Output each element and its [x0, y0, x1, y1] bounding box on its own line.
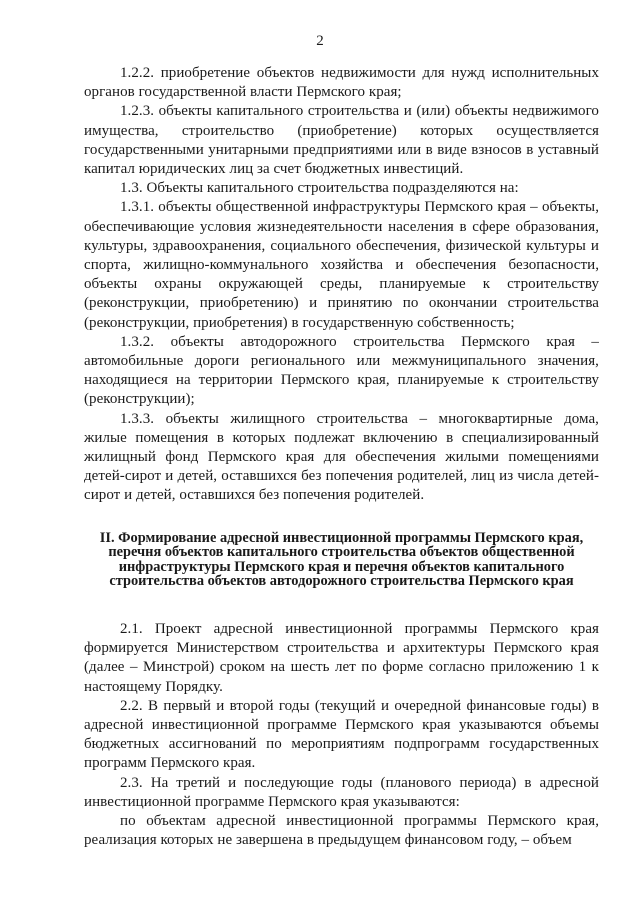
paragraph-2-3-item: по объектам адресной инвестиционной программы Пермского края, реализация которых не завершена в предыдущем финансовом году, – объем	[84, 813, 599, 849]
page-number: 2	[316, 33, 324, 49]
section-heading-line: строительства объектов автодорожного строительства Пермского края	[109, 573, 574, 590]
paragraph-2-1: 2.1. Проект адресной инвестиционной программы Пермского края формируется Министерством строительства и архитектуры Пермского края (далее – Минстрой) сроком на шесть лет по форме согласно приложению 1 к настоящему Порядку.	[84, 621, 599, 695]
paragraph-1-3-3: 1.3.3. объекты жилищного строительства – многоквартирные дома, жилые помещения в которых подлежат включению в специализированный жилищный фонд Пермского края для обеспечения жилыми помещениями детей-сирот и детей, оставшихся без попечения родителей, лиц из числа детей-сирот и детей, оставшихся без попечения родителей.	[84, 410, 599, 504]
section-heading-line: перечня объектов капитального строительства объектов общественной	[108, 544, 575, 561]
paragraph-2-2: 2.2. В первый и второй годы (текущий и очередной финансовые годы) в адресной инвестиционной программе Пермского края указываются объемы бюджетных ассигнований по мероприятиям подпрограмм государственных программ Пермского края.	[84, 697, 599, 772]
paragraph-1-2-2: 1.2.2. приобретение объектов недвижимости для нужд исполнительных органов государственной власти Пермского края;	[84, 65, 599, 101]
paragraph-1-3: 1.3. Объекты капитального строительства подразделяются на:	[120, 180, 519, 197]
document-body	[84, 64, 599, 850]
paragraph-1-3-1: 1.3.1. объекты общественной инфраструктуры Пермского края – объекты, обеспечивающие условия жизнедеятельности населения в сфере образования, культуры, здравоохранения, социального обеспечения, физической культуры и спорта, жилищно-коммунального хозяйства и обеспечения безопасности, объекты охраны окружающей среды, планируемые к строительству (реконструкции, приобретению) и принятию по окончании строительства (реконструкции, приобретения) в государственную собственность;	[84, 199, 599, 331]
paragraph-1-3-2: 1.3.2. объекты автодорожного строительства Пермского края – автомобильные дороги регионального или межмуниципального значения, находящиеся на территории Пермского края, планируемые к строительству (реконструкции);	[84, 333, 599, 408]
paragraph-1-2-3: 1.2.3. объекты капитального строительства и (или) объекты недвижимого имущества, строительство (приобретение) которых осуществляется государственными унитарными предприятиями или в виде взносов в уставный капитал юридических лиц за счет бюджетных инвестиций.	[84, 103, 599, 178]
section-heading	[84, 531, 599, 589]
paragraph-2-3: 2.3. На третий и последующие годы (планового периода) в адресной инвестиционной программе Пермского края указываются:	[84, 774, 599, 810]
section-heading-line: II. Формирование адресной инвестиционной программы Пермского края,	[99, 529, 584, 546]
section-heading-line: инфраструктуры Пермского края и перечня объектов капитального	[118, 558, 565, 575]
